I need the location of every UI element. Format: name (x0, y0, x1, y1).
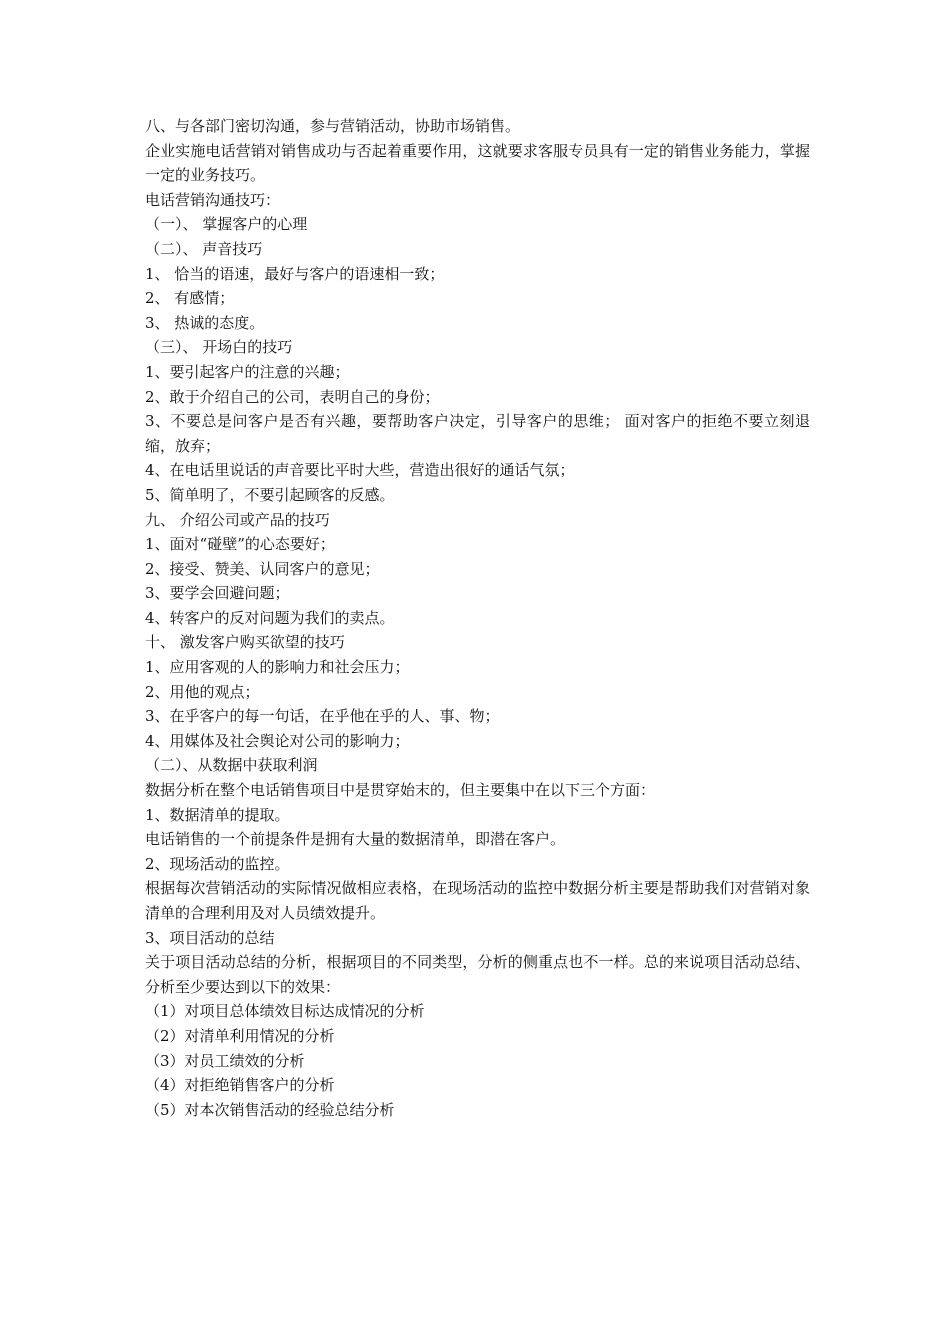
list-item: 5、简单明了，不要引起顾客的反感。 (145, 485, 395, 504)
list-item: 1、数据清单的提取。 (145, 805, 290, 824)
heading-phone-skills: 电话营销沟通技巧： (145, 190, 281, 209)
paragraph: 根据每次营销活动的实际情况做相应表格，在现场活动的监控中数据分析主要是帮助我们对营销对象清单的合理利用及对人员绩效提升。 (145, 879, 810, 922)
list-item: 2、用他的观点； (145, 682, 260, 701)
list-item: 4、转客户的反对问题为我们的卖点。 (145, 608, 395, 627)
paragraph: 关于项目活动总结的分析，根据项目的不同类型，分析的侧重点也不一样。总的来说项目活动总结、分析至少要达到以下的效果： (145, 953, 810, 996)
list-item: 3、要学会回避问题； (145, 584, 290, 603)
paragraph: 数据分析在整个电话销售项目中是贯穿始末的，但主要集中在以下三个方面： (145, 781, 656, 800)
list-item: 3、在乎客户的每一句话，在乎他在乎的人、事、物； (145, 707, 500, 726)
section-heading-8: 八、与各部门密切沟通，参与营销活动，协助市场销售。 (145, 117, 521, 135)
list-item: 3、项目活动的总结 (145, 928, 275, 947)
list-item: 4、用媒体及社会舆论对公司的影响力； (145, 731, 410, 750)
subheading-2: （二）、 声音技巧 (145, 239, 263, 258)
list-item: 2、接受、赞美、认同客户的意见； (145, 559, 380, 578)
section-heading-9: 九、 介绍公司或产品的技巧 (145, 510, 330, 529)
section-heading-10: 十、 激发客户购买欲望的技巧 (145, 633, 345, 652)
analysis-item: （2）对清单利用情况的分析 (145, 1026, 335, 1045)
analysis-item: （1）对项目总体绩效目标达成情况的分析 (145, 1002, 425, 1021)
paragraph-intro: 企业实施电话营销对销售成功与否起着重要作用，这就要求客服专员具有一定的销售业务能力，掌握一定的业务技巧。 (145, 141, 810, 185)
list-item: 2、现场活动的监控。 (145, 854, 290, 873)
subheading-3: （三）、 开场白的技巧 (145, 338, 293, 357)
subheading-1: （一）、 掌握客户的心理 (145, 215, 308, 234)
subheading-data-profit: （二）、从数据中获取利润 (145, 756, 318, 775)
list-item: 1、应用客观的人的影响力和社会压力； (145, 658, 410, 677)
analysis-item: （4）对拒绝销售客户的分析 (145, 1076, 335, 1095)
list-item: 1、要引起客户的注意的兴趣； (145, 362, 350, 381)
document-body (145, 114, 810, 1122)
list-item: 4、在电话里说话的声音要比平时大些，营造出很好的通话气氛； (145, 461, 575, 480)
analysis-item: （5）对本次销售活动的经验总结分析 (145, 1100, 395, 1119)
list-item: 1、面对“碰壁”的心态要好； (145, 535, 335, 554)
list-item: 2、 有感情； (145, 289, 235, 308)
analysis-item: （3）对员工绩效的分析 (145, 1051, 305, 1070)
list-item: 2、敢于介绍自己的公司，表明自己的身份； (145, 387, 440, 406)
list-item: 3、不要总是问客户是否有兴趣，要帮助客户决定，引导客户的思维； 面对客户的拒绝不要立刻退缩，放弃； (145, 412, 810, 455)
list-item: 1、 恰当的语速，最好与客户的语速相一致； (145, 264, 445, 283)
paragraph: 电话销售的一个前提条件是拥有大量的数据清单，即潜在客户。 (145, 830, 566, 849)
list-item: 3、 热诚的态度。 (145, 313, 265, 332)
